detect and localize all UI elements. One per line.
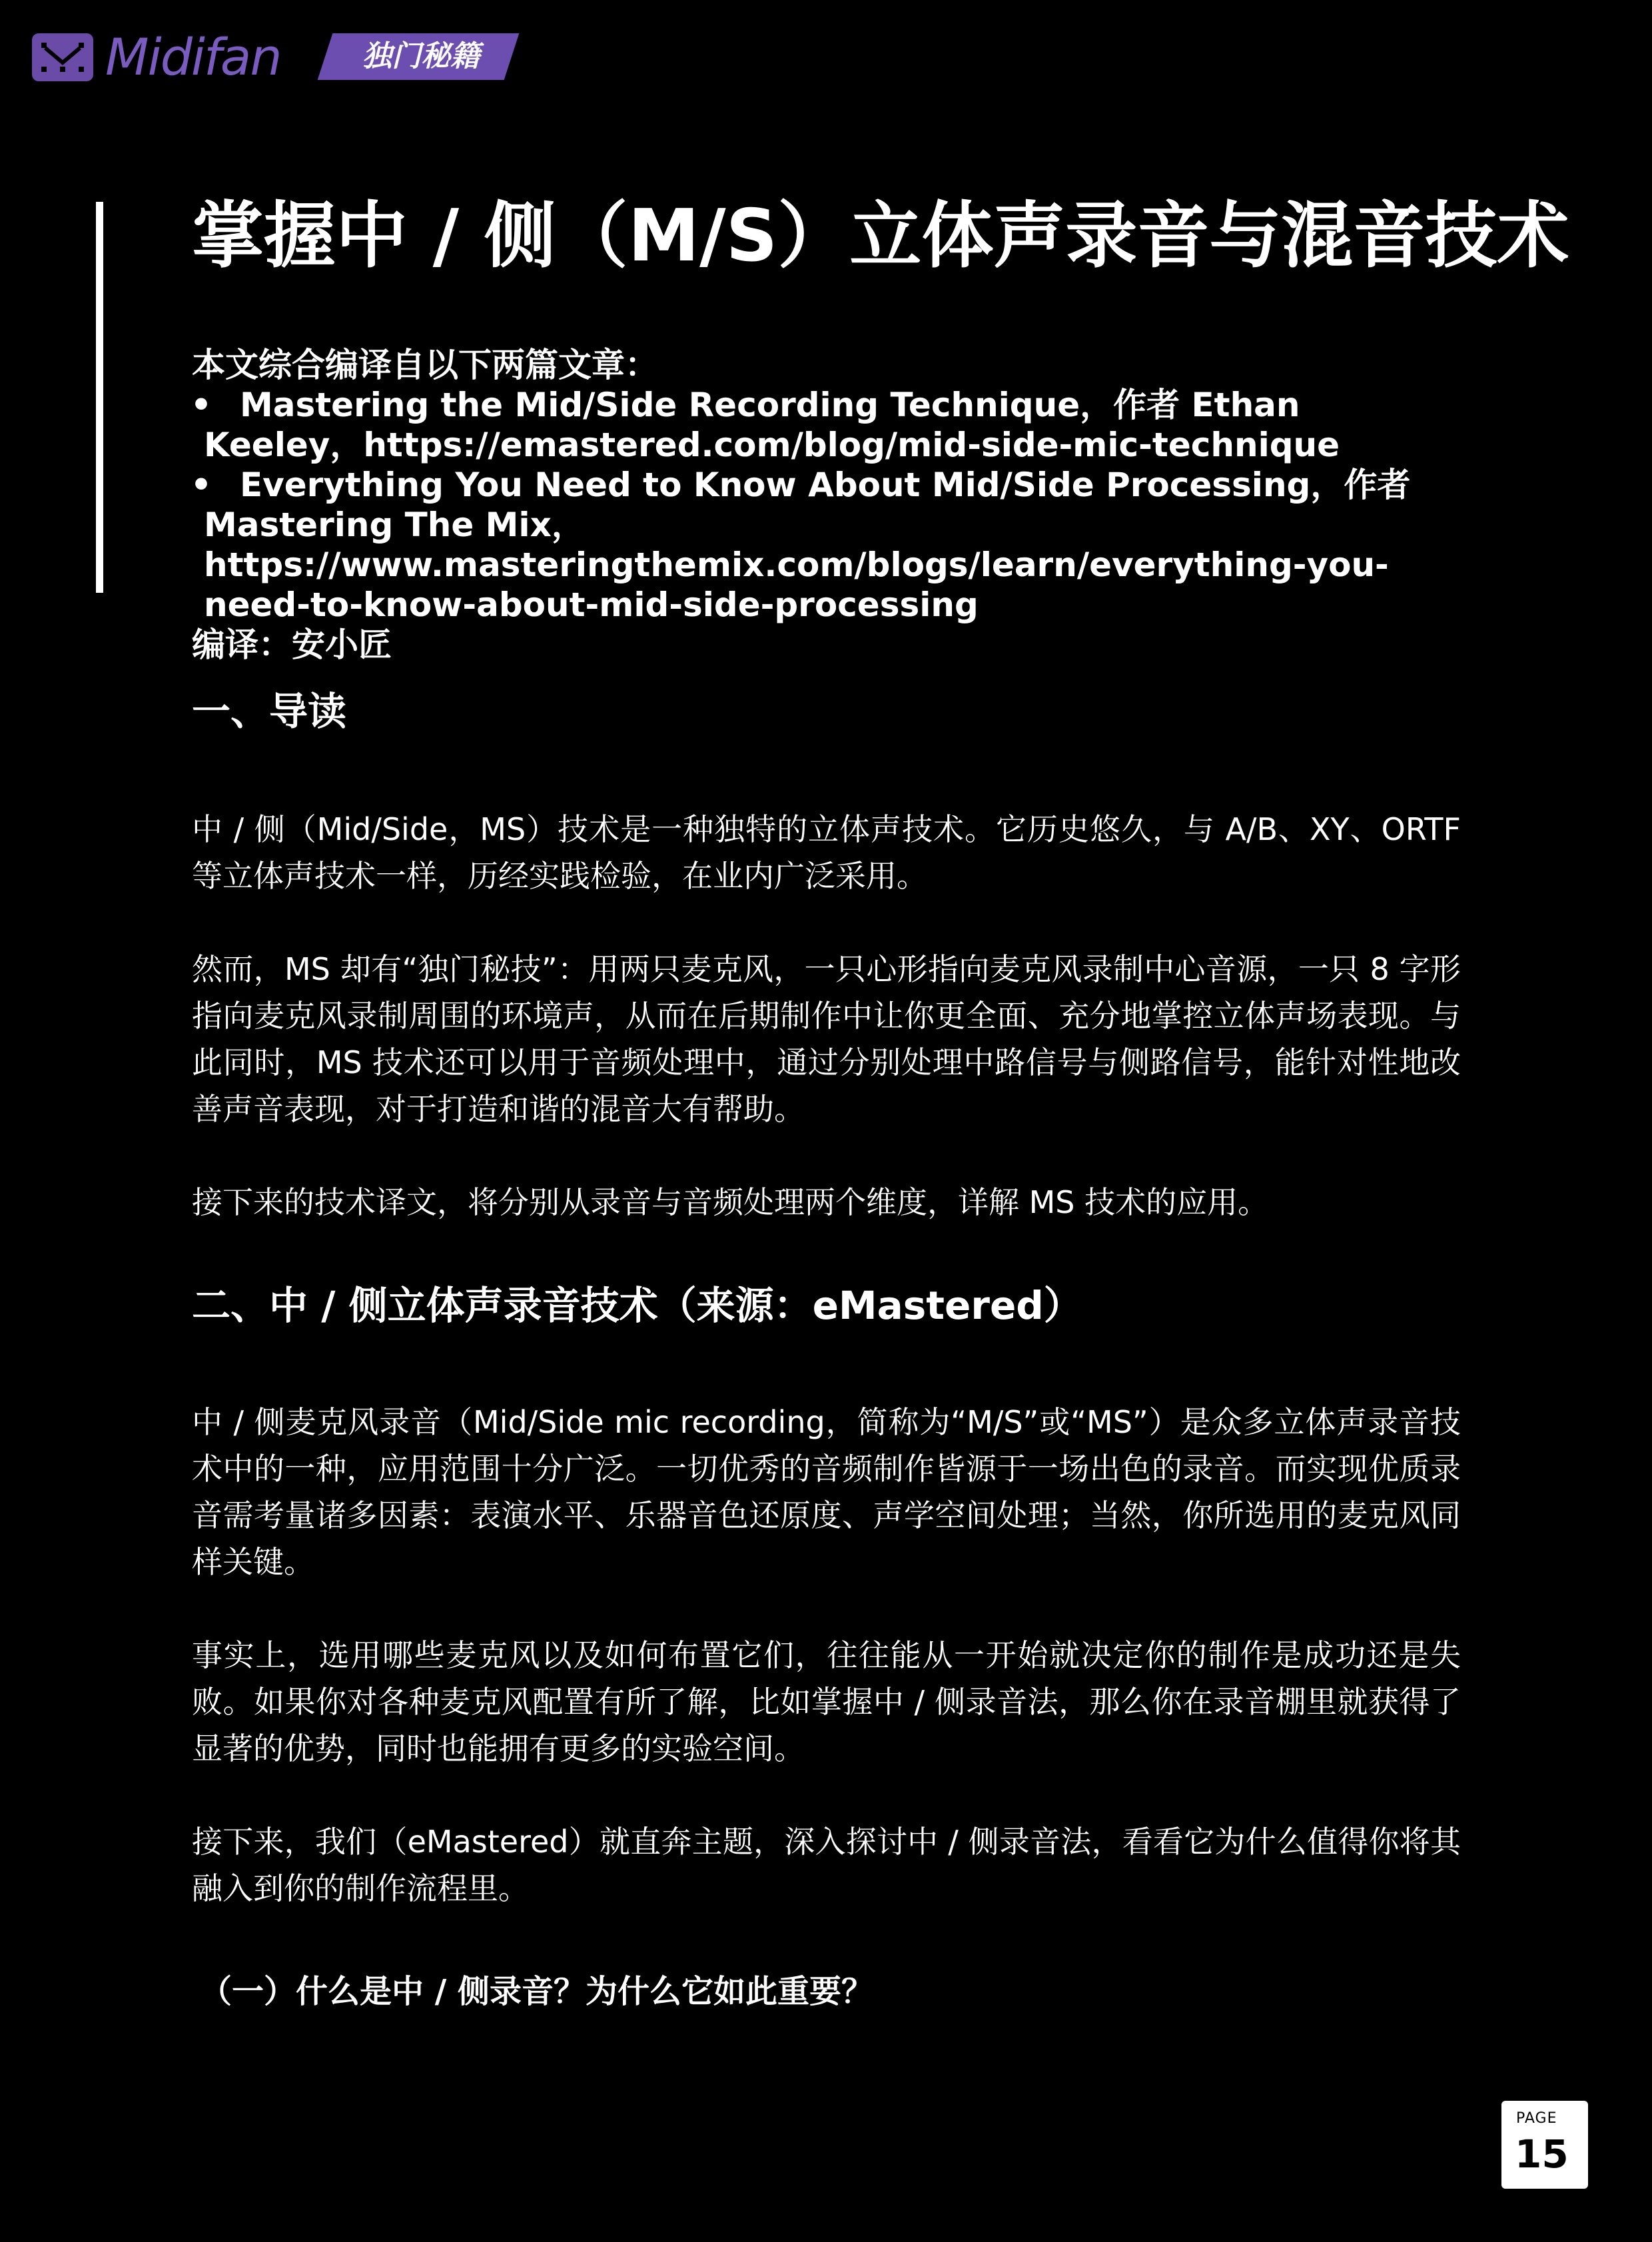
source-text: Mastering the Mid/Side Recording Technique，作者 Ethan Keeley，https://emastered.com/blog/mid-side-mic-technique (204, 386, 1340, 464)
source-text: Everything You Need to Know About Mid/Side Processing，作者 Mastering The Mix，https://www.masteringthemix.com/blogs/learn/everything-you-need-to-know-about-mid-side-processing (204, 466, 1411, 624)
source-item (192, 385, 1457, 465)
section-heading: 一、导读 (192, 689, 347, 734)
paragraph: 事实上，选用哪些麦克风以及如何布置它们，往往能从一开始就决定你的制作是成功还是失败。如果你对各种麦克风配置有所了解，比如掌握中 / 侧录音法，那么你在录音棚里就获得了显著的优势，同时也能拥有更多的实验空间。 (192, 1637, 1461, 1766)
paragraph: 然而，MS 却有“独门秘技”：用两只麦克风，一只心形指向麦克风录制中心音源，一只 8 字形指向麦克风录制周围的环境声，从而在后期制作中让你更全面、充分地掌控立体声场表现。与此同时，MS 技术还可以用于音频处理中，通过分别处理中路信号与侧路信号，能针对性地改善声音表现，对于打造和谐的混音大有帮助。 (192, 951, 1461, 1127)
bullet-icon: • (191, 466, 212, 504)
page-number-box (1501, 2101, 1588, 2189)
section-tag: 独门秘籍 (362, 39, 480, 73)
paragraph: 中 / 侧（Mid/Side，MS）技术是一种独特的立体声技术。它历史悠久，与 A/B、XY、ORTF 等立体声技术一样，历经实践检验，在业内广泛采用。 (192, 811, 1461, 894)
translator-credit: 编译：安小匠 (192, 625, 392, 664)
brand-logo (32, 29, 281, 85)
source-item (192, 465, 1457, 625)
subsection-heading: （一）什么是中 / 侧录音？为什么它如此重要？ (200, 1973, 873, 2010)
paragraph: 接下来，我们（eMastered）就直奔主题，深入探讨中 / 侧录音法，看看它为什么值得你将其融入到你的制作流程里。 (192, 1824, 1461, 1906)
section-heading: 二、中 / 侧立体声录音技术（来源：eMastered） (192, 1283, 1082, 1328)
title-accent-bar (96, 202, 103, 593)
article-title: 掌握中 / 侧（M/S）立体声录音与混音技术 (192, 194, 1569, 278)
bullet-icon: • (191, 386, 212, 424)
sources-list (192, 385, 1457, 625)
midifan-logo-icon (32, 33, 93, 81)
sources-intro: 本文综合编译自以下两篇文章： (192, 346, 658, 384)
paragraph: 中 / 侧麦克风录音（Mid/Side mic recording，简称为“M/S”或“MS”）是众多立体声录音技术中的一种，应用范围十分广泛。一切优秀的音频制作皆源于一场出色的录音。而实现优质录音需考量诸多因素：表演水平、乐器音色还原度、声学空间处理；当然，你所选用的麦克风同样关键。 (192, 1404, 1461, 1580)
paragraph: 接下来的技术译文，将分别从录音与音频处理两个维度，详解 MS 技术的应用。 (192, 1184, 1269, 1220)
page-number: 15 (1515, 2131, 1569, 2177)
brand-name: Midifan (105, 27, 281, 87)
page-label: PAGE (1516, 2110, 1557, 2127)
sources-block (192, 345, 1457, 665)
